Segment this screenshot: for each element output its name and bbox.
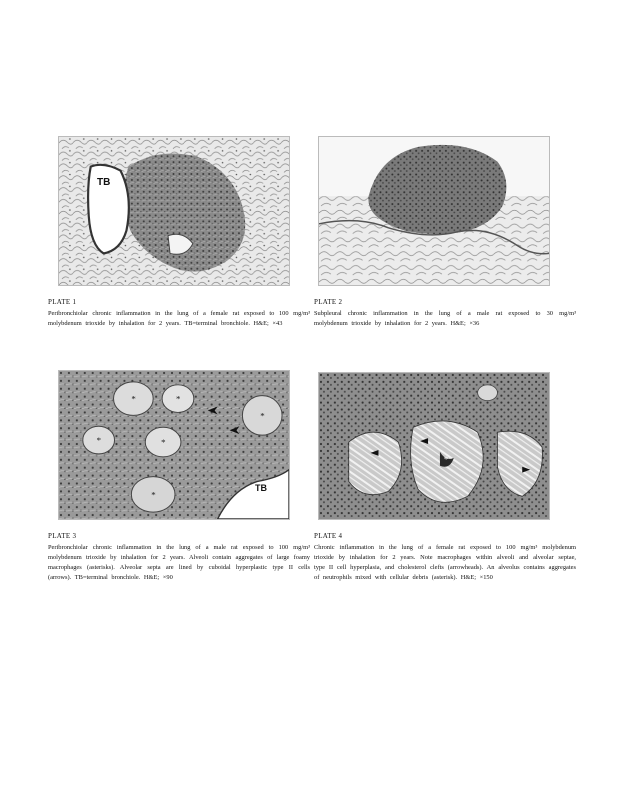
plate-3-micrograph [58,370,290,520]
plate-4-label: PLATE 4 [314,532,343,540]
plate-4-caption-text: Chronic inflammation in the lung of a female rat exposed to 100 mg/m³ molybdenum trioxide by inhalation for 2 years. Note macrophages within alveoli and alveolar septae, type II cell hyperplasia, and cholesterol clefts (arrowheads). An alveolus contains aggregates of neutrophils mixed with cellular debris (asterisk). H&E; ×150 [314,544,576,581]
plate-3-caption-text: Peribronchiolar chronic inflammation in the lung of a male rat exposed to 100 mg/m³ molybdenum trioxide by inhalation for 2 years. Alveoli contain aggregates of large foamy macrophages (asterisks). Alveolar septa are lined by cuboidal hyperplastic type II cells (arrows). TB=terminal bronchiole. H&E; ×90 [48,544,310,581]
plate-1-micrograph [58,136,290,286]
svg-text:*: * [151,489,156,500]
plate-1-caption [48,297,310,329]
plate-1-tb-label: TB [97,177,111,188]
plate-2-caption [314,297,576,329]
plate-2-micrograph [318,136,550,286]
svg-text:*: * [161,437,166,447]
svg-text:*: * [175,393,181,404]
plate-4-caption [314,531,576,583]
plate-3-tb-label: TB [255,483,267,493]
plate-4-micrograph [318,372,550,520]
svg-text:*: * [131,393,136,404]
svg-text:*: * [260,410,265,421]
plate-2-caption-text: Subpleural chronic inflammation in the lung of a male rat exposed to 30 mg/m³ molybdenum trioxide by inhalation for 2 years. H&E; ×36 [314,310,576,327]
plate-2-label: PLATE 2 [314,298,343,306]
plate-1-label: PLATE 1 [48,298,77,306]
plate-3-caption [48,531,310,583]
plate-1-caption-text: Peribronchiolar chronic inflammation in the lung of a female rat exposed to 100 mg/m³ molybdenum trioxide by inhalation for 2 years. TB=terminal bronchiole. H&E; ×43 [48,310,310,327]
svg-text:*: * [443,453,449,464]
plate-3-label: PLATE 3 [48,532,77,540]
svg-text:*: * [96,435,102,446]
